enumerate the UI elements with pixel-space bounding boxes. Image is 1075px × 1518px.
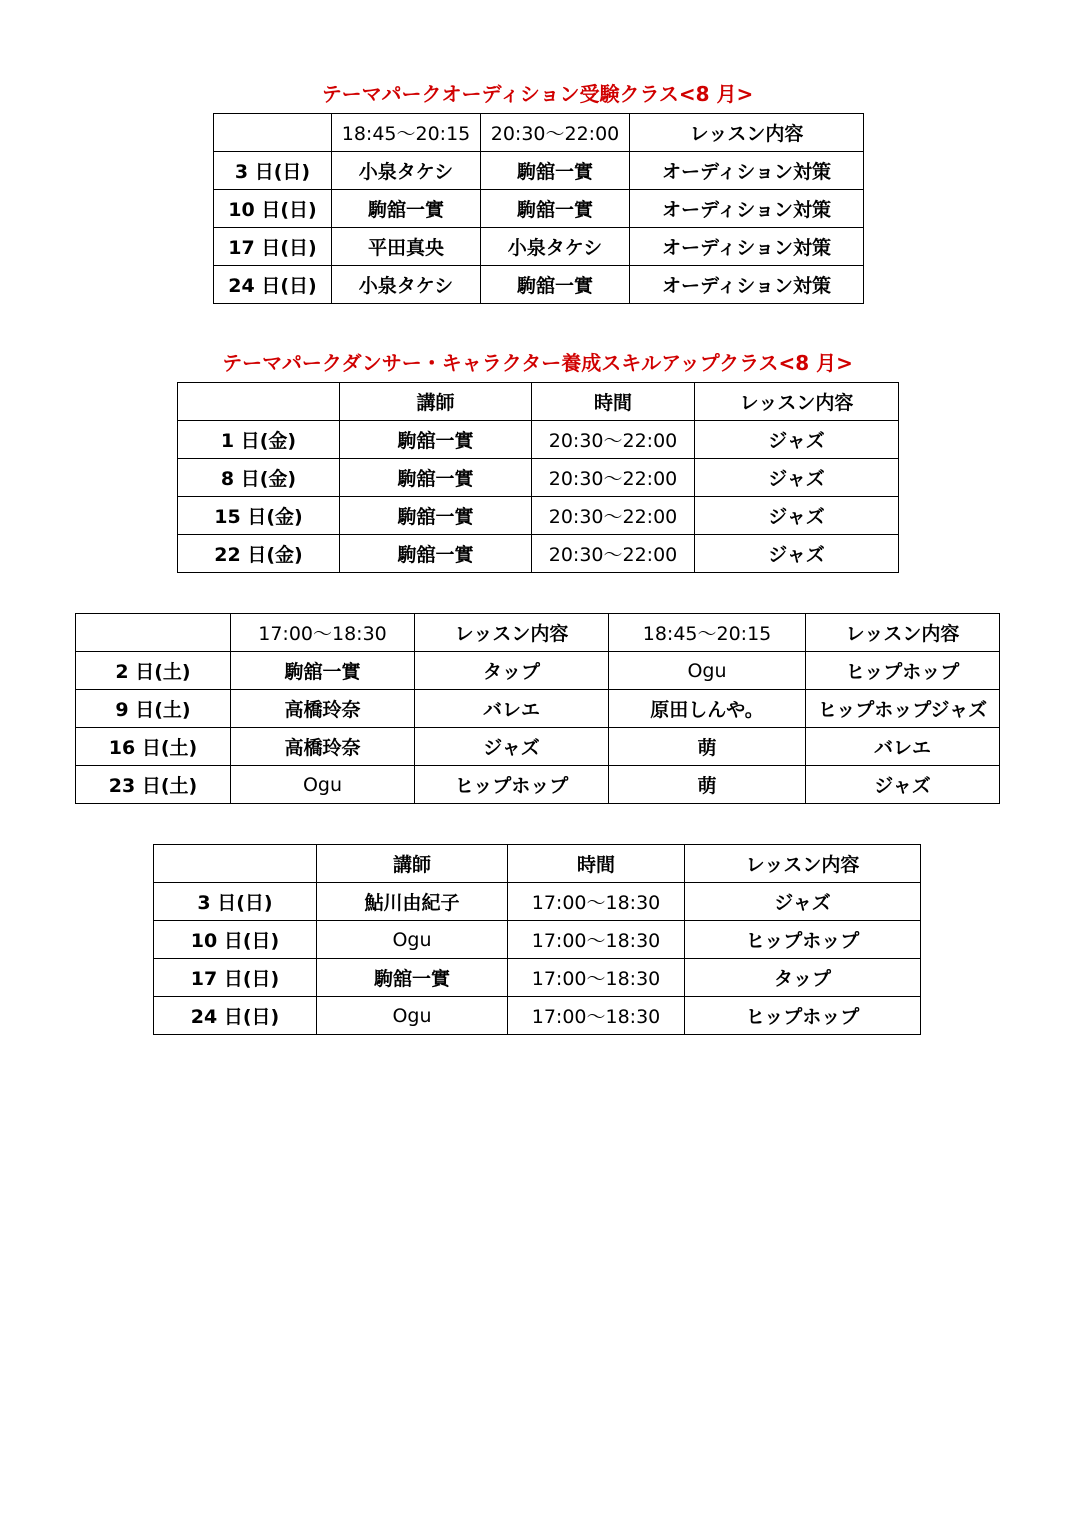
header-cell bbox=[178, 383, 340, 421]
content-cell: ジャズ bbox=[695, 459, 899, 497]
date-cell: 3 日(日) bbox=[214, 152, 332, 190]
instructor-cell: 小泉タケシ bbox=[332, 266, 481, 304]
table-row bbox=[76, 766, 1000, 804]
instructor-cell: Ogu bbox=[317, 997, 508, 1035]
instructor-cell: 平田真央 bbox=[332, 228, 481, 266]
table-row bbox=[214, 152, 864, 190]
time-cell: 17:00～18:30 bbox=[508, 959, 685, 997]
date-cell: 2 日(土) bbox=[76, 652, 231, 690]
table-row bbox=[154, 959, 921, 997]
instructor-cell: 駒舘一實 bbox=[317, 959, 508, 997]
content-cell: ヒップホップ bbox=[415, 766, 609, 804]
header-cell: 18:45～20:15 bbox=[609, 614, 806, 652]
instructor-cell: 駒舘一實 bbox=[340, 497, 532, 535]
instructor-cell: Ogu bbox=[609, 652, 806, 690]
header-cell: レッスン内容 bbox=[695, 383, 899, 421]
content-cell: タップ bbox=[415, 652, 609, 690]
instructor-cell: 駒舘一實 bbox=[340, 535, 532, 573]
content-cell: ジャズ bbox=[695, 421, 899, 459]
table-header-row bbox=[214, 114, 864, 152]
content-cell: ジャズ bbox=[415, 728, 609, 766]
content-cell: ヒップホップ bbox=[685, 997, 921, 1035]
instructor-cell: 鮎川由紀子 bbox=[317, 883, 508, 921]
instructor-cell: 駒舘一實 bbox=[340, 421, 532, 459]
date-cell: 24 日(日) bbox=[154, 997, 317, 1035]
content-cell: ジャズ bbox=[685, 883, 921, 921]
date-cell: 17 日(日) bbox=[154, 959, 317, 997]
date-cell: 1 日(金) bbox=[178, 421, 340, 459]
time-cell: 20:30～22:00 bbox=[532, 459, 695, 497]
header-cell: 時間 bbox=[532, 383, 695, 421]
date-cell: 9 日(土) bbox=[76, 690, 231, 728]
time-cell: 17:00～18:30 bbox=[508, 883, 685, 921]
header-cell: 時間 bbox=[508, 845, 685, 883]
table-header-row bbox=[154, 845, 921, 883]
table-row bbox=[76, 728, 1000, 766]
content-cell: オーディション対策 bbox=[630, 266, 864, 304]
table-row bbox=[154, 921, 921, 959]
content-cell: バレエ bbox=[806, 728, 1000, 766]
sunday-class-table bbox=[153, 844, 921, 1035]
instructor-cell: 駒舘一實 bbox=[332, 190, 481, 228]
header-cell: レッスン内容 bbox=[415, 614, 609, 652]
header-cell: 18:45～20:15 bbox=[332, 114, 481, 152]
date-cell: 17 日(日) bbox=[214, 228, 332, 266]
header-cell: レッスン内容 bbox=[630, 114, 864, 152]
header-cell bbox=[214, 114, 332, 152]
header-cell: 20:30～22:00 bbox=[481, 114, 630, 152]
table-row bbox=[178, 535, 899, 573]
content-cell: ヒップホップジャズ bbox=[806, 690, 1000, 728]
instructor-cell: Ogu bbox=[317, 921, 508, 959]
content-cell: オーディション対策 bbox=[630, 228, 864, 266]
skillup-class-table bbox=[177, 382, 899, 573]
date-cell: 23 日(土) bbox=[76, 766, 231, 804]
table-row bbox=[214, 266, 864, 304]
content-cell: オーディション対策 bbox=[630, 190, 864, 228]
audition-class-title: テーマパークオーディション受験クラス<8 月> bbox=[321, 82, 754, 106]
content-cell: ジャズ bbox=[695, 497, 899, 535]
instructor-cell: 駒舘一實 bbox=[340, 459, 532, 497]
table-row bbox=[178, 421, 899, 459]
time-cell: 20:30～22:00 bbox=[532, 535, 695, 573]
instructor-cell: 駒舘一實 bbox=[231, 652, 415, 690]
date-cell: 10 日(日) bbox=[214, 190, 332, 228]
date-cell: 15 日(金) bbox=[178, 497, 340, 535]
table-row bbox=[178, 497, 899, 535]
instructor-cell: 小泉タケシ bbox=[332, 152, 481, 190]
date-cell: 24 日(日) bbox=[214, 266, 332, 304]
date-cell: 10 日(日) bbox=[154, 921, 317, 959]
content-cell: ジャズ bbox=[695, 535, 899, 573]
content-cell: ヒップホップ bbox=[685, 921, 921, 959]
date-cell: 16 日(土) bbox=[76, 728, 231, 766]
instructor-cell: 原田しんや。 bbox=[609, 690, 806, 728]
table-row bbox=[214, 228, 864, 266]
date-cell: 3 日(日) bbox=[154, 883, 317, 921]
instructor-cell: 萌 bbox=[609, 766, 806, 804]
instructor-cell: 高橋玲奈 bbox=[231, 690, 415, 728]
table-row bbox=[76, 652, 1000, 690]
instructor-cell: 駒舘一實 bbox=[481, 152, 630, 190]
saturday-class-table bbox=[75, 613, 1000, 804]
content-cell: オーディション対策 bbox=[630, 152, 864, 190]
header-cell bbox=[76, 614, 231, 652]
skillup-class-title: テーマパークダンサー・キャラクター養成スキルアップクラス<8 月> bbox=[222, 351, 853, 375]
table-row bbox=[154, 997, 921, 1035]
table-header-row bbox=[178, 383, 899, 421]
time-cell: 17:00～18:30 bbox=[508, 921, 685, 959]
header-cell: 17:00～18:30 bbox=[231, 614, 415, 652]
time-cell: 20:30～22:00 bbox=[532, 497, 695, 535]
table-row bbox=[178, 459, 899, 497]
header-cell: 講師 bbox=[317, 845, 508, 883]
instructor-cell: 駒舘一實 bbox=[481, 190, 630, 228]
instructor-cell: 萌 bbox=[609, 728, 806, 766]
content-cell: ヒップホップ bbox=[806, 652, 1000, 690]
time-cell: 20:30～22:00 bbox=[532, 421, 695, 459]
header-cell: レッスン内容 bbox=[685, 845, 921, 883]
instructor-cell: 駒舘一實 bbox=[481, 266, 630, 304]
content-cell: バレエ bbox=[415, 690, 609, 728]
time-cell: 17:00～18:30 bbox=[508, 997, 685, 1035]
header-cell: 講師 bbox=[340, 383, 532, 421]
content-cell: タップ bbox=[685, 959, 921, 997]
header-cell bbox=[154, 845, 317, 883]
table-row bbox=[214, 190, 864, 228]
date-cell: 22 日(金) bbox=[178, 535, 340, 573]
content-cell: ジャズ bbox=[806, 766, 1000, 804]
instructor-cell: 小泉タケシ bbox=[481, 228, 630, 266]
audition-class-table bbox=[213, 113, 864, 304]
table-row bbox=[76, 690, 1000, 728]
table-row bbox=[154, 883, 921, 921]
table-header-row bbox=[76, 614, 1000, 652]
header-cell: レッスン内容 bbox=[806, 614, 1000, 652]
date-cell: 8 日(金) bbox=[178, 459, 340, 497]
instructor-cell: Ogu bbox=[231, 766, 415, 804]
instructor-cell: 高橋玲奈 bbox=[231, 728, 415, 766]
